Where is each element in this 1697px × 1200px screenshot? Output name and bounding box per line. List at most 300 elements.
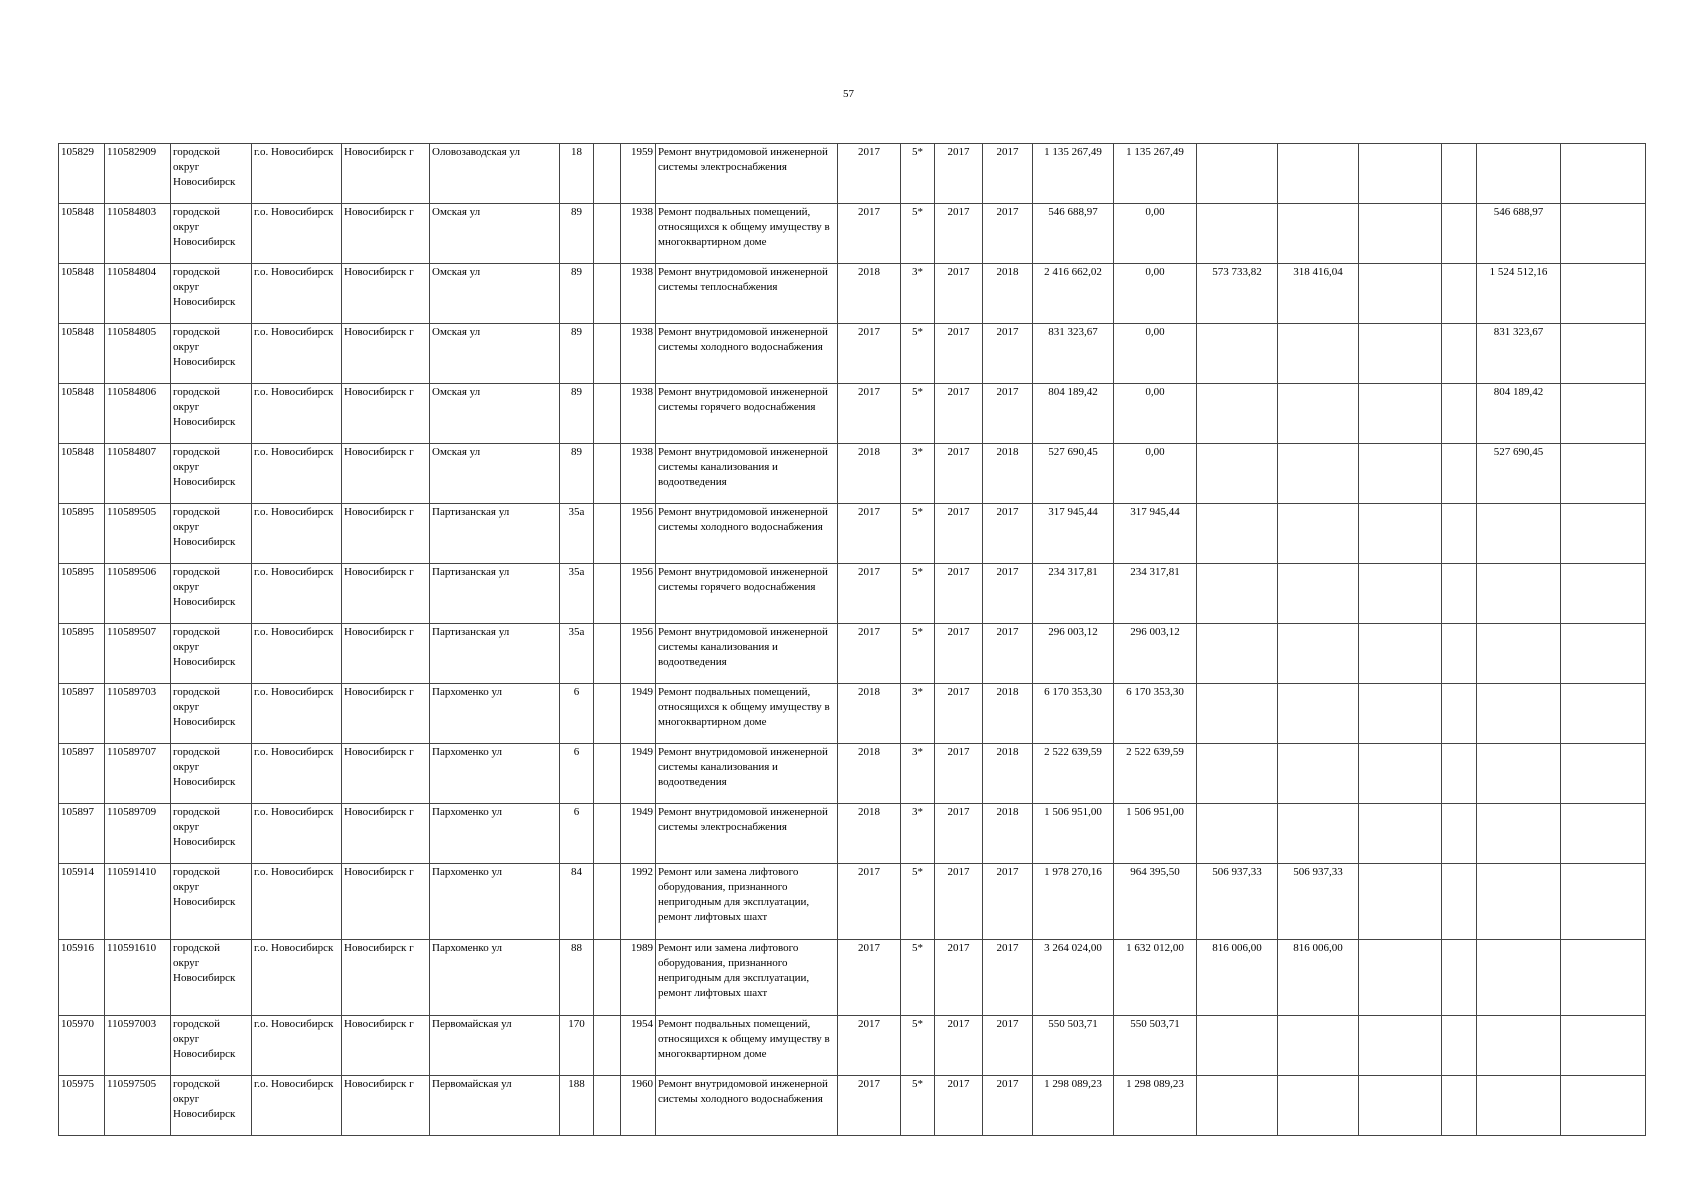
- cell-owner-funds: 804 189,42: [1477, 384, 1561, 444]
- cell-extra: [1442, 940, 1477, 1016]
- cell-house-number: 6: [560, 684, 594, 744]
- cell-subsidy-3: [1359, 744, 1442, 804]
- cell-note: [1561, 1016, 1646, 1076]
- cell-start-year: 2017: [935, 384, 983, 444]
- cell-plan-year: 2018: [838, 444, 901, 504]
- table-row: [59, 204, 1646, 264]
- cell-street: Пархоменко ул: [430, 864, 560, 940]
- cell-subsidy-1: [1197, 804, 1278, 864]
- cell-extra: [1442, 1016, 1477, 1076]
- cell-subsidy-3: [1359, 804, 1442, 864]
- cell-municipality: городской округ Новосибирск: [171, 564, 252, 624]
- cell-building: [594, 1076, 621, 1136]
- cell-subsidy-3: [1359, 684, 1442, 744]
- cell-priority: 3*: [901, 444, 935, 504]
- cell-owner-funds: 546 688,97: [1477, 204, 1561, 264]
- cell-fund-cost: 550 503,71: [1114, 1016, 1197, 1076]
- cell-extra: [1442, 684, 1477, 744]
- cell-object-id: 105848: [59, 384, 105, 444]
- cell-street: Партизанская ул: [430, 504, 560, 564]
- cell-total-cost: 550 503,71: [1033, 1016, 1114, 1076]
- cell-subsidy-1: 816 006,00: [1197, 940, 1278, 1016]
- cell-start-year: 2017: [935, 864, 983, 940]
- cell-district: г.о. Новосибирск: [252, 1076, 342, 1136]
- cell-street: Первомайская ул: [430, 1016, 560, 1076]
- cell-house-number: 89: [560, 204, 594, 264]
- cell-subsidy-3: [1359, 204, 1442, 264]
- cell-street: Пархоменко ул: [430, 804, 560, 864]
- cell-end-year: 2017: [983, 384, 1033, 444]
- cell-total-cost: 527 690,45: [1033, 444, 1114, 504]
- cell-plan-year: 2017: [838, 864, 901, 940]
- cell-subsidy-3: [1359, 324, 1442, 384]
- cell-work-type: Ремонт внутридомовой инженерной системы холодного водоснабжения: [656, 1076, 838, 1136]
- cell-fund-cost: 1 135 267,49: [1114, 144, 1197, 204]
- cell-fund-cost: 234 317,81: [1114, 564, 1197, 624]
- cell-locality: Новосибирск г: [342, 744, 430, 804]
- cell-start-year: 2017: [935, 264, 983, 324]
- cell-locality: Новосибирск г: [342, 204, 430, 264]
- cell-locality: Новосибирск г: [342, 684, 430, 744]
- cell-district: г.о. Новосибирск: [252, 504, 342, 564]
- cell-building: [594, 744, 621, 804]
- cell-note: [1561, 744, 1646, 804]
- cell-note: [1561, 504, 1646, 564]
- cell-fund-cost: 0,00: [1114, 444, 1197, 504]
- cell-priority: 5*: [901, 940, 935, 1016]
- cell-house-number: 6: [560, 804, 594, 864]
- cell-total-cost: 1 135 267,49: [1033, 144, 1114, 204]
- cell-fund-cost: 0,00: [1114, 324, 1197, 384]
- cell-subsidy-3: [1359, 444, 1442, 504]
- cell-municipality: городской округ Новосибирск: [171, 744, 252, 804]
- cell-priority: 3*: [901, 804, 935, 864]
- cell-start-year: 2017: [935, 940, 983, 1016]
- cell-note: [1561, 1076, 1646, 1136]
- cell-locality: Новосибирск г: [342, 564, 430, 624]
- cell-year-built: 1959: [621, 144, 656, 204]
- cell-priority: 5*: [901, 324, 935, 384]
- cell-owner-funds: 527 690,45: [1477, 444, 1561, 504]
- cell-end-year: 2018: [983, 444, 1033, 504]
- cell-object-id: 105897: [59, 744, 105, 804]
- cell-house-number: 89: [560, 384, 594, 444]
- cell-locality: Новосибирск г: [342, 384, 430, 444]
- cell-plan-year: 2017: [838, 1076, 901, 1136]
- cell-fund-cost: 6 170 353,30: [1114, 684, 1197, 744]
- cell-year-built: 1938: [621, 204, 656, 264]
- cell-owner-funds: 831 323,67: [1477, 324, 1561, 384]
- cell-work-type: Ремонт внутридомовой инженерной системы электроснабжения: [656, 804, 838, 864]
- cell-building: [594, 564, 621, 624]
- cell-locality: Новосибирск г: [342, 624, 430, 684]
- cell-plan-year: 2017: [838, 1016, 901, 1076]
- cell-total-cost: 1 978 270,16: [1033, 864, 1114, 940]
- cell-house-number: 6: [560, 744, 594, 804]
- cell-plan-year: 2017: [838, 624, 901, 684]
- cell-locality: Новосибирск г: [342, 940, 430, 1016]
- cell-subsidy-2: [1278, 324, 1359, 384]
- cell-street: Партизанская ул: [430, 624, 560, 684]
- cell-extra: [1442, 384, 1477, 444]
- cell-work-type: Ремонт подвальных помещений, относящихся к общему имуществу в многоквартирном доме: [656, 1016, 838, 1076]
- cell-street: Омская ул: [430, 264, 560, 324]
- cell-end-year: 2017: [983, 564, 1033, 624]
- cell-work-type: Ремонт внутридомовой инженерной системы электроснабжения: [656, 144, 838, 204]
- cell-street: Пархоменко ул: [430, 684, 560, 744]
- cell-note: [1561, 264, 1646, 324]
- table-row: [59, 1016, 1646, 1076]
- cell-house-number: 35а: [560, 564, 594, 624]
- cell-house-number: 89: [560, 324, 594, 384]
- cell-year-built: 1956: [621, 504, 656, 564]
- cell-record-id: 110591410: [105, 864, 171, 940]
- cell-record-id: 110584803: [105, 204, 171, 264]
- cell-municipality: городской округ Новосибирск: [171, 264, 252, 324]
- cell-fund-cost: 0,00: [1114, 204, 1197, 264]
- cell-object-id: 105914: [59, 864, 105, 940]
- cell-record-id: 110597505: [105, 1076, 171, 1136]
- cell-house-number: 88: [560, 940, 594, 1016]
- cell-subsidy-2: [1278, 1076, 1359, 1136]
- table-row: [59, 324, 1646, 384]
- cell-municipality: городской округ Новосибирск: [171, 624, 252, 684]
- cell-subsidy-2: [1278, 684, 1359, 744]
- cell-subsidy-3: [1359, 1016, 1442, 1076]
- cell-start-year: 2017: [935, 564, 983, 624]
- cell-year-built: 1956: [621, 564, 656, 624]
- cell-object-id: 105975: [59, 1076, 105, 1136]
- cell-subsidy-1: [1197, 624, 1278, 684]
- cell-building: [594, 804, 621, 864]
- cell-end-year: 2018: [983, 684, 1033, 744]
- cell-street: Омская ул: [430, 384, 560, 444]
- cell-work-type: Ремонт внутридомовой инженерной системы горячего водоснабжения: [656, 564, 838, 624]
- cell-start-year: 2017: [935, 1076, 983, 1136]
- cell-subsidy-3: [1359, 1076, 1442, 1136]
- cell-street: Омская ул: [430, 324, 560, 384]
- cell-subsidy-1: [1197, 324, 1278, 384]
- table-row: [59, 864, 1646, 940]
- cell-house-number: 18: [560, 144, 594, 204]
- cell-total-cost: 2 416 662,02: [1033, 264, 1114, 324]
- cell-locality: Новосибирск г: [342, 324, 430, 384]
- cell-subsidy-1: [1197, 744, 1278, 804]
- cell-note: [1561, 444, 1646, 504]
- cell-record-id: 110589506: [105, 564, 171, 624]
- cell-note: [1561, 384, 1646, 444]
- cell-priority: 5*: [901, 144, 935, 204]
- cell-subsidy-2: [1278, 624, 1359, 684]
- cell-plan-year: 2017: [838, 144, 901, 204]
- cell-owner-funds: [1477, 564, 1561, 624]
- cell-year-built: 1938: [621, 444, 656, 504]
- cell-end-year: 2017: [983, 1076, 1033, 1136]
- cell-priority: 5*: [901, 624, 935, 684]
- cell-record-id: 110591610: [105, 940, 171, 1016]
- cell-district: г.о. Новосибирск: [252, 384, 342, 444]
- cell-district: г.о. Новосибирск: [252, 684, 342, 744]
- cell-building: [594, 204, 621, 264]
- cell-extra: [1442, 804, 1477, 864]
- cell-plan-year: 2018: [838, 744, 901, 804]
- cell-object-id: 105848: [59, 444, 105, 504]
- cell-district: г.о. Новосибирск: [252, 1016, 342, 1076]
- cell-end-year: 2017: [983, 624, 1033, 684]
- cell-street: Пархоменко ул: [430, 940, 560, 1016]
- cell-subsidy-3: [1359, 940, 1442, 1016]
- cell-plan-year: 2017: [838, 384, 901, 444]
- cell-plan-year: 2018: [838, 684, 901, 744]
- cell-object-id: 105895: [59, 504, 105, 564]
- cell-note: [1561, 624, 1646, 684]
- cell-municipality: городской округ Новосибирск: [171, 504, 252, 564]
- cell-work-type: Ремонт или замена лифтового оборудования, признанного непригодным для эксплуатации, ремонт лифтовых шахт: [656, 940, 838, 1016]
- cell-municipality: городской округ Новосибирск: [171, 804, 252, 864]
- cell-total-cost: 1 506 951,00: [1033, 804, 1114, 864]
- cell-work-type: Ремонт внутридомовой инженерной системы канализования и водоотведения: [656, 744, 838, 804]
- cell-work-type: Ремонт внутридомовой инженерной системы теплоснабжения: [656, 264, 838, 324]
- cell-extra: [1442, 624, 1477, 684]
- cell-district: г.о. Новосибирск: [252, 804, 342, 864]
- cell-locality: Новосибирск г: [342, 264, 430, 324]
- cell-municipality: городской округ Новосибирск: [171, 324, 252, 384]
- cell-start-year: 2017: [935, 624, 983, 684]
- cell-note: [1561, 144, 1646, 204]
- cell-street: Омская ул: [430, 444, 560, 504]
- cell-total-cost: 546 688,97: [1033, 204, 1114, 264]
- cell-total-cost: 317 945,44: [1033, 504, 1114, 564]
- table-row: [59, 144, 1646, 204]
- cell-owner-funds: [1477, 1076, 1561, 1136]
- cell-subsidy-1: 506 937,33: [1197, 864, 1278, 940]
- cell-plan-year: 2017: [838, 504, 901, 564]
- cell-house-number: 89: [560, 444, 594, 504]
- cell-note: [1561, 804, 1646, 864]
- cell-subsidy-2: [1278, 504, 1359, 564]
- cell-district: г.о. Новосибирск: [252, 744, 342, 804]
- cell-building: [594, 264, 621, 324]
- cell-district: г.о. Новосибирск: [252, 940, 342, 1016]
- cell-subsidy-1: [1197, 684, 1278, 744]
- cell-locality: Новосибирск г: [342, 864, 430, 940]
- cell-locality: Новосибирск г: [342, 444, 430, 504]
- cell-house-number: 89: [560, 264, 594, 324]
- cell-owner-funds: [1477, 684, 1561, 744]
- cell-building: [594, 864, 621, 940]
- cell-work-type: Ремонт внутридомовой инженерной системы канализования и водоотведения: [656, 624, 838, 684]
- cell-municipality: городской округ Новосибирск: [171, 144, 252, 204]
- cell-street: Омская ул: [430, 204, 560, 264]
- cell-plan-year: 2018: [838, 264, 901, 324]
- cell-record-id: 110589703: [105, 684, 171, 744]
- cell-note: [1561, 940, 1646, 1016]
- cell-subsidy-2: [1278, 804, 1359, 864]
- cell-subsidy-3: [1359, 384, 1442, 444]
- cell-municipality: городской округ Новосибирск: [171, 864, 252, 940]
- cell-year-built: 1960: [621, 1076, 656, 1136]
- cell-building: [594, 624, 621, 684]
- cell-municipality: городской округ Новосибирск: [171, 1076, 252, 1136]
- cell-object-id: 105848: [59, 204, 105, 264]
- cell-subsidy-1: [1197, 504, 1278, 564]
- cell-subsidy-3: [1359, 144, 1442, 204]
- cell-extra: [1442, 444, 1477, 504]
- cell-year-built: 1992: [621, 864, 656, 940]
- cell-house-number: 35а: [560, 624, 594, 684]
- cell-start-year: 2017: [935, 504, 983, 564]
- cell-municipality: городской округ Новосибирск: [171, 204, 252, 264]
- cell-subsidy-1: 573 733,82: [1197, 264, 1278, 324]
- cell-building: [594, 684, 621, 744]
- cell-district: г.о. Новосибирск: [252, 144, 342, 204]
- cell-fund-cost: 2 522 639,59: [1114, 744, 1197, 804]
- cell-extra: [1442, 324, 1477, 384]
- cell-record-id: 110584807: [105, 444, 171, 504]
- cell-priority: 3*: [901, 684, 935, 744]
- cell-subsidy-2: 816 006,00: [1278, 940, 1359, 1016]
- cell-extra: [1442, 204, 1477, 264]
- cell-municipality: городской округ Новосибирск: [171, 684, 252, 744]
- cell-record-id: 110597003: [105, 1016, 171, 1076]
- cell-note: [1561, 684, 1646, 744]
- cell-plan-year: 2018: [838, 804, 901, 864]
- cell-record-id: 110582909: [105, 144, 171, 204]
- cell-street: Партизанская ул: [430, 564, 560, 624]
- cell-priority: 5*: [901, 204, 935, 264]
- cell-building: [594, 324, 621, 384]
- cell-subsidy-3: [1359, 864, 1442, 940]
- cell-object-id: 105970: [59, 1016, 105, 1076]
- cell-year-built: 1956: [621, 624, 656, 684]
- cell-object-id: 105848: [59, 264, 105, 324]
- cell-object-id: 105897: [59, 804, 105, 864]
- cell-extra: [1442, 564, 1477, 624]
- cell-record-id: 110589507: [105, 624, 171, 684]
- cell-work-type: Ремонт подвальных помещений, относящихся к общему имуществу в многоквартирном доме: [656, 204, 838, 264]
- cell-subsidy-2: [1278, 384, 1359, 444]
- cell-subsidy-3: [1359, 564, 1442, 624]
- cell-object-id: 105895: [59, 624, 105, 684]
- cell-locality: Новосибирск г: [342, 1016, 430, 1076]
- cell-fund-cost: 964 395,50: [1114, 864, 1197, 940]
- cell-subsidy-1: [1197, 564, 1278, 624]
- cell-fund-cost: 1 506 951,00: [1114, 804, 1197, 864]
- cell-total-cost: 296 003,12: [1033, 624, 1114, 684]
- cell-building: [594, 384, 621, 444]
- cell-total-cost: 2 522 639,59: [1033, 744, 1114, 804]
- cell-district: г.о. Новосибирск: [252, 444, 342, 504]
- cell-district: г.о. Новосибирск: [252, 624, 342, 684]
- cell-work-type: Ремонт или замена лифтового оборудования, признанного непригодным для эксплуатации, ремонт лифтовых шахт: [656, 864, 838, 940]
- cell-subsidy-3: [1359, 624, 1442, 684]
- cell-subsidy-2: [1278, 144, 1359, 204]
- cell-priority: 5*: [901, 384, 935, 444]
- cell-plan-year: 2017: [838, 204, 901, 264]
- cell-extra: [1442, 264, 1477, 324]
- cell-subsidy-1: [1197, 144, 1278, 204]
- cell-district: г.о. Новосибирск: [252, 204, 342, 264]
- cell-note: [1561, 324, 1646, 384]
- page-number: 57: [843, 88, 854, 100]
- cell-owner-funds: [1477, 1016, 1561, 1076]
- cell-work-type: Ремонт внутридомовой инженерной системы горячего водоснабжения: [656, 384, 838, 444]
- cell-year-built: 1949: [621, 684, 656, 744]
- cell-subsidy-2: [1278, 204, 1359, 264]
- cell-priority: 5*: [901, 504, 935, 564]
- cell-locality: Новосибирск г: [342, 504, 430, 564]
- cell-fund-cost: 0,00: [1114, 264, 1197, 324]
- cell-year-built: 1938: [621, 324, 656, 384]
- cell-building: [594, 144, 621, 204]
- cell-subsidy-3: [1359, 504, 1442, 564]
- cell-owner-funds: [1477, 624, 1561, 684]
- cell-end-year: 2017: [983, 204, 1033, 264]
- cell-locality: Новосибирск г: [342, 144, 430, 204]
- cell-end-year: 2018: [983, 744, 1033, 804]
- cell-record-id: 110589709: [105, 804, 171, 864]
- cell-work-type: Ремонт подвальных помещений, относящихся к общему имуществу в многоквартирном доме: [656, 684, 838, 744]
- cell-district: г.о. Новосибирск: [252, 864, 342, 940]
- cell-start-year: 2017: [935, 144, 983, 204]
- table-row: [59, 804, 1646, 864]
- cell-extra: [1442, 744, 1477, 804]
- cell-plan-year: 2017: [838, 324, 901, 384]
- cell-subsidy-1: [1197, 1016, 1278, 1076]
- table-row: [59, 564, 1646, 624]
- cell-start-year: 2017: [935, 744, 983, 804]
- register-body: [59, 144, 1646, 1136]
- cell-extra: [1442, 504, 1477, 564]
- cell-year-built: 1938: [621, 264, 656, 324]
- table-row: [59, 624, 1646, 684]
- cell-record-id: 110584805: [105, 324, 171, 384]
- cell-start-year: 2017: [935, 204, 983, 264]
- cell-subsidy-2: [1278, 444, 1359, 504]
- cell-locality: Новосибирск г: [342, 1076, 430, 1136]
- cell-work-type: Ремонт внутридомовой инженерной системы холодного водоснабжения: [656, 324, 838, 384]
- cell-street: Оловозаводская ул: [430, 144, 560, 204]
- cell-fund-cost: 317 945,44: [1114, 504, 1197, 564]
- cell-subsidy-1: [1197, 204, 1278, 264]
- cell-extra: [1442, 144, 1477, 204]
- cell-plan-year: 2017: [838, 564, 901, 624]
- cell-record-id: 110584806: [105, 384, 171, 444]
- cell-municipality: городской округ Новосибирск: [171, 444, 252, 504]
- cell-house-number: 35а: [560, 504, 594, 564]
- cell-total-cost: 6 170 353,30: [1033, 684, 1114, 744]
- cell-object-id: 105897: [59, 684, 105, 744]
- cell-work-type: Ремонт внутридомовой инженерной системы холодного водоснабжения: [656, 504, 838, 564]
- cell-owner-funds: [1477, 504, 1561, 564]
- table-row: [59, 1076, 1646, 1136]
- cell-district: г.о. Новосибирск: [252, 564, 342, 624]
- cell-record-id: 110584804: [105, 264, 171, 324]
- cell-total-cost: 1 298 089,23: [1033, 1076, 1114, 1136]
- cell-end-year: 2017: [983, 864, 1033, 940]
- cell-building: [594, 444, 621, 504]
- cell-start-year: 2017: [935, 324, 983, 384]
- cell-subsidy-2: [1278, 1016, 1359, 1076]
- cell-extra: [1442, 864, 1477, 940]
- cell-house-number: 170: [560, 1016, 594, 1076]
- cell-municipality: городской округ Новосибирск: [171, 1016, 252, 1076]
- cell-total-cost: 831 323,67: [1033, 324, 1114, 384]
- cell-priority: 3*: [901, 264, 935, 324]
- cell-record-id: 110589505: [105, 504, 171, 564]
- cell-end-year: 2017: [983, 144, 1033, 204]
- cell-district: г.о. Новосибирск: [252, 264, 342, 324]
